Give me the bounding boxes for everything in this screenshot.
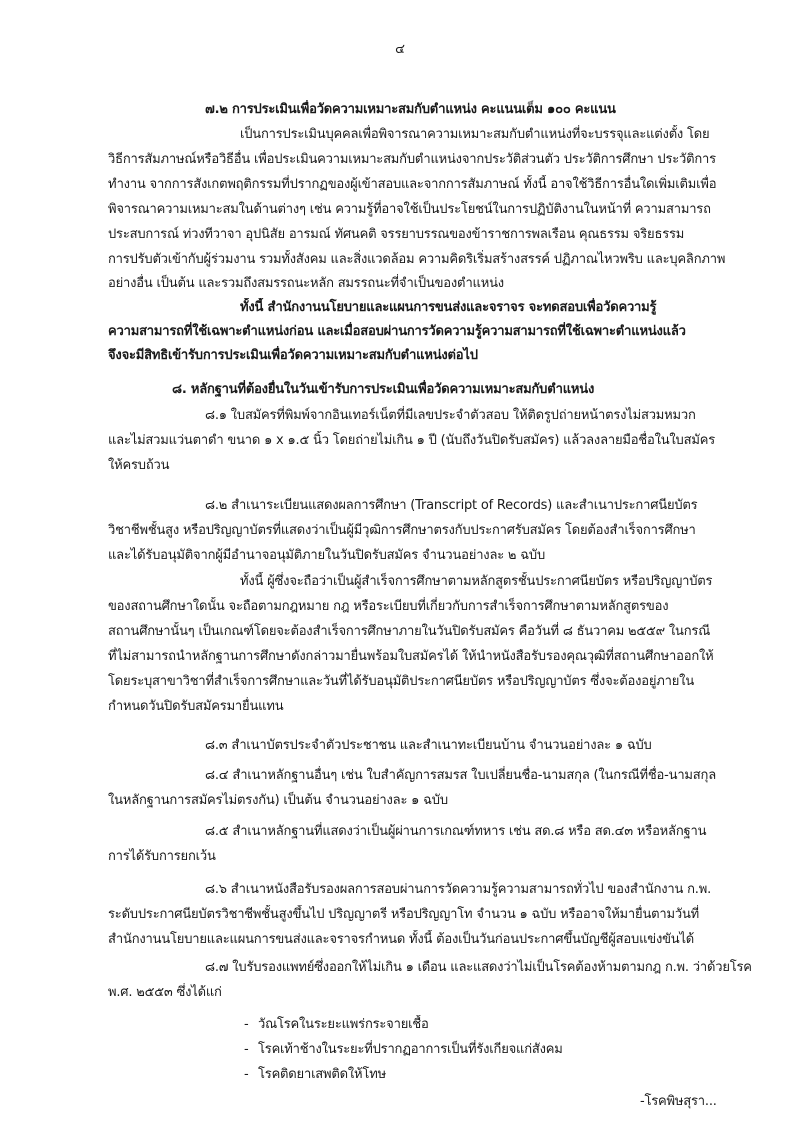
item-8-7-line: ๘.๗ ใบรับรองแพทย์ซึ่งออกให้ไม่เกิน ๑ เดือน และแสดงว่าไม่เป็นโรคต้องห้ามตามกฎ ก.พ. ว่าด้วยโรค bbox=[205, 960, 752, 975]
item-8-6-line: สำนักงานนโยบายและแผนการขนส่งและจราจรกำหนด ทั้งนี้ ต้องเป็นวันก่อนประกาศขึ้นบัญชีผู้สอบแข่งขันได้ bbox=[108, 932, 695, 947]
item-8-4-line: ในหลักฐานการสมัครไม่ตรงกัน) เป็นต้น จำนวนอย่างละ ๑ ฉบับ bbox=[108, 793, 448, 808]
item-8-6-line: ๘.๖ สำเนาหนังสือรับรองผลการสอบผ่านการวัดความรู้ความสามารถทั่วไป ของสำนักงาน ก.พ. bbox=[205, 882, 712, 897]
item-8-2-note-line: สถานศึกษานั้นๆ เป็นเกณฑ์โดยจะต้องสำเร็จการศึกษาภายในวันปิดรับสมัคร คือวันที่ ๘ ธันวาคม ๒๕๕๙ ในกรณี bbox=[108, 624, 711, 639]
section-8-heading: ๘. หลักฐานที่ต้องยื่นในวันเข้ารับการประเมินเพื่อวัดความเหมาะสมกับตำแหน่ง bbox=[172, 382, 595, 397]
section-7-2-body-line: ประสบการณ์ ท่วงทีวาจา อุปนิสัย อารมณ์ ทัศนคติ จรรยาบรรณของข้าราชการพลเรือน คุณธรรม จริยธรรม bbox=[108, 227, 685, 242]
section-7-2-heading: ๗.๒ การประเมินเพื่อวัดความเหมาะสมกับตำแหน่ง คะแนนเต็ม ๑๐๐ คะแนน bbox=[205, 102, 616, 117]
bullet-dash: - bbox=[244, 1067, 249, 1082]
item-8-1-line: ๘.๑ ใบสมัครที่พิมพ์จากอินเทอร์เน็ตที่มีเลขประจำตัวสอบ ให้ติดรูปถ่ายหน้าตรงไม่สวมหมวก bbox=[205, 408, 696, 423]
disease-item: โรคติดยาเสพติดให้โทษ bbox=[258, 1067, 386, 1082]
section-7-2-body-line: พิจารณาความเหมาะสมในด้านต่างๆ เช่น ความรู้ที่อาจใช้เป็นประโยชน์ในการปฏิบัติงานในหน้าที่ ความสามารถ bbox=[108, 202, 711, 217]
item-8-4-line: ๘.๔ สำเนาหลักฐานอื่นๆ เช่น ใบสำคัญการสมรส ใบเปลี่ยนชื่อ-นามสกุล (ในกรณีที่ชื่อ-นามสกุล bbox=[205, 768, 716, 783]
item-8-2-line: และได้รับอนุมัติจากผู้มีอำนาจอนุมัติภายในวันปิดรับสมัคร จำนวนอย่างละ ๒ ฉบับ bbox=[108, 548, 545, 563]
item-8-6-line: ระดับประกาศนียบัตรวิชาชีพชั้นสูงขึ้นไป ปริญญาตรี หรือปริญญาโท จำนวน ๑ ฉบับ หรืออาจให้มายื่นตามวันที่ bbox=[108, 907, 699, 922]
section-7-2-note-line: ทั้งนี้ สำนักงานนโยบายและแผนการขนส่งและจราจร จะทดสอบเพื่อวัดความรู้ bbox=[240, 300, 657, 315]
section-7-2-body-line: วิธีการสัมภาษณ์หรือวิธีอื่น เพื่อประเมินความเหมาะสมกับตำแหน่งจากประวัติส่วนตัว ประวัติการศึกษา ประวัติการ bbox=[108, 152, 716, 167]
page-number: ๔ bbox=[395, 42, 405, 57]
section-7-2-body-line: ทำงาน จากการสังเกตพฤติกรรมที่ปรากฏของผู้เข้าสอบและจากการสัมภาษณ์ ทั้งนี้ อาจใช้วิธีการอื่นใดเพิ่มเติมเพื่อ bbox=[108, 177, 717, 192]
item-8-2-line: ๘.๒ สำเนาระเบียนแสดงผลการศึกษา (Transcript of Records) และสำเนาประกาศนียบัตร bbox=[205, 498, 698, 513]
item-8-2-note-line: กำหนดวันปิดรับสมัครมายื่นแทน bbox=[108, 699, 284, 714]
section-7-2-body-line: การปรับตัวเข้ากับผู้ร่วมงาน รวมทั้งสังคม และสิ่งแวดล้อม ความคิดริเริ่มสร้างสรรค์ ปฏิภาณไหวพริบ และบุคลิกภาพ bbox=[108, 252, 726, 267]
item-8-2-line: วิชาชีพชั้นสูง หรือปริญญาบัตรที่แสดงว่าเป็นผู้มีวุฒิการศึกษาตรงกับประกาศรับสมัคร โดยต้องสำเร็จการศึกษา bbox=[108, 523, 696, 538]
bullet-dash: - bbox=[244, 1042, 249, 1057]
section-7-2-body-line: เป็นการประเมินบุคคลเพื่อพิจารณาความเหมาะสมกับตำแหน่งที่จะบรรจุและแต่งตั้ง โดย bbox=[240, 127, 710, 142]
disease-item: วัณโรคในระยะแพร่กระจายเชื้อ bbox=[258, 1017, 429, 1032]
section-7-2-body-line: อย่างอื่น เป็นต้น และรวมถึงสมรรถนะหลัก สมรรถนะที่จำเป็นของตำแหน่ง bbox=[108, 276, 504, 291]
continuation-text: -โรคพิษสุรา... bbox=[640, 1094, 717, 1109]
item-8-1-line: ให้ครบถ้วน bbox=[108, 458, 170, 473]
bullet-dash: - bbox=[244, 1017, 249, 1032]
item-8-2-note-line: ที่ไม่สามารถนำหลักฐานการศึกษาดังกล่าวมายื่นพร้อมใบสมัครได้ ให้นำหนังสือรับรองคุณวุฒิที่สถานศึกษาออกให้ bbox=[108, 649, 714, 664]
item-8-3: ๘.๓ สำเนาบัตรประจำตัวประชาชน และสำเนาทะเบียนบ้าน จำนวนอย่างละ ๑ ฉบับ bbox=[205, 738, 652, 753]
item-8-7-line: พ.ศ. ๒๕๕๓ ซึ่งได้แก่ bbox=[108, 985, 222, 1000]
item-8-2-note-line: ของสถานศึกษาใดนั้น จะถือตามกฎหมาย กฎ หรือระเบียบที่เกี่ยวกับการสำเร็จการศึกษาตามหลักสูตรของ bbox=[108, 599, 669, 614]
item-8-2-note-line: ทั้งนี้ ผู้ซึ่งจะถือว่าเป็นผู้สำเร็จการศึกษาตามหลักสูตรชั้นประกาศนียบัตร หรือปริญญาบัตร bbox=[240, 574, 713, 589]
section-7-2-note-line: ความสามารถที่ใช้เฉพาะตำแหน่งก่อน และเมื่อสอบผ่านการวัดความรู้ความสามารถที่ใช้เฉพาะตำแหน่งแล้ว bbox=[108, 324, 686, 339]
item-8-5-line: การได้รับการยกเว้น bbox=[108, 849, 216, 864]
section-7-2-note-line: จึงจะมีสิทธิเข้ารับการประเมินเพื่อวัดความเหมาะสมกับตำแหน่งต่อไป bbox=[108, 348, 478, 363]
item-8-5-line: ๘.๕ สำเนาหลักฐานที่แสดงว่าเป็นผู้ผ่านการเกณฑ์ทหาร เช่น สด.๘ หรือ สด.๔๓ หรือหลักฐาน bbox=[205, 824, 707, 839]
disease-item: โรคเท้าช้างในระยะที่ปรากฏอาการเป็นที่รังเกียจแก่สังคม bbox=[258, 1042, 563, 1057]
item-8-1-line: และไม่สวมแว่นตาดำ ขนาด ๑ x ๑.๕ นิ้ว โดยถ่ายไม่เกิน ๑ ปี (นับถึงวันปิดรับสมัคร) แล้วลงลายมือชื่อในใบสมัคร bbox=[108, 433, 715, 448]
item-8-2-note-line: โดยระบุสาขาวิชาที่สำเร็จการศึกษาและวันที่ได้รับอนุมัติประกาศนียบัตร หรือปริญญาบัตร ซึ่งจะต้องอยู่ภายใน bbox=[108, 674, 695, 689]
